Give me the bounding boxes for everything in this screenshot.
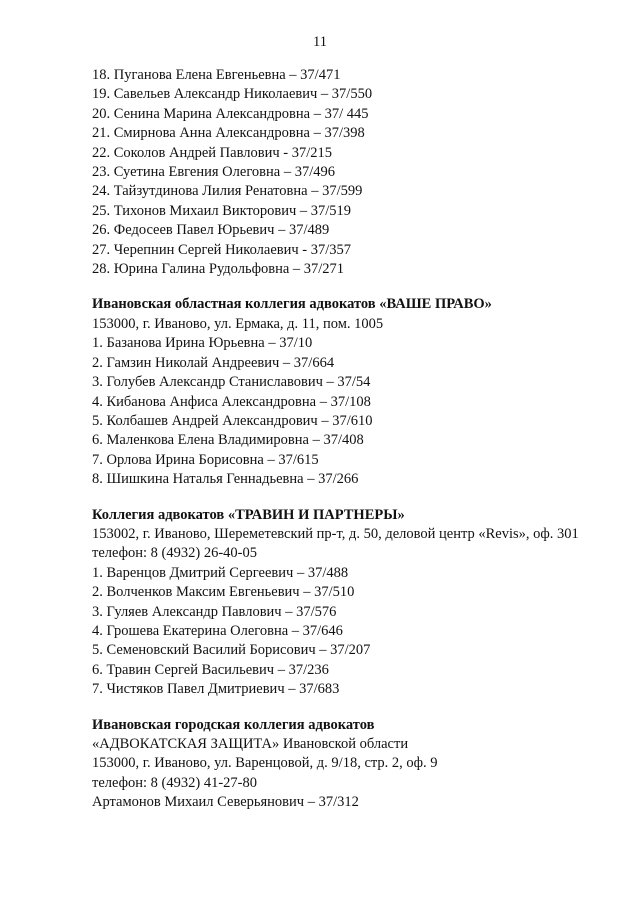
section-address: 153000, г. Иваново, ул. Варенцовой, д. 9/18, стр. 2, оф. 9 <box>92 755 438 772</box>
list-item: 1. Базанова Ирина Юрьевна – 37/10 <box>92 335 313 352</box>
list-item: 4. Кибанова Анфиса Александровна – 37/108 <box>92 393 371 410</box>
section-title: Коллегия адвокатов «ТРАВИН И ПАРТНЕРЫ» <box>92 506 405 523</box>
list-item: 19. Савельев Александр Николаевич – 37/550 <box>92 86 373 103</box>
list-item: 6. Маленкова Елена Владимировна – 37/408 <box>92 432 364 449</box>
section-address: 153002, г. Иваново, Шереметевский пр-т, д. 50, деловой центр «Revis», оф. 301 <box>92 525 579 542</box>
list-item: 5. Колбашев Андрей Александрович – 37/610 <box>92 412 373 429</box>
document-body <box>92 66 612 813</box>
list-item: 26. Федосеев Павел Юрьевич – 37/489 <box>92 222 330 239</box>
list-item: 18. Пуганова Елена Евгеньевна – 37/471 <box>92 67 341 83</box>
section-address: 153000, г. Иваново, ул. Ермака, д. 11, пом. 1005 <box>92 315 384 332</box>
list-item: 4. Грошева Екатерина Олеговна – 37/646 <box>92 622 343 639</box>
section-subtitle: «АДВОКАТСКАЯ ЗАЩИТА» Ивановской области <box>92 736 409 752</box>
list-item: Артамонов Михаил Северьянович – 37/312 <box>92 794 359 811</box>
section-title: Ивановская городская коллегия адвокатов <box>92 716 375 733</box>
list-item: 22. Соколов Андрей Павлович - 37/215 <box>92 144 332 161</box>
list-item: 8. Шишкина Наталья Геннадьевна – 37/266 <box>92 471 359 488</box>
list-item: 3. Голубев Александр Станиславович – 37/54 <box>92 374 371 391</box>
list-item: 3. Гуляев Александр Павлович – 37/576 <box>92 603 337 620</box>
list-item: 28. Юрина Галина Рудольфовна – 37/271 <box>92 261 345 278</box>
list-item: 1. Варенцов Дмитрий Сергеевич – 37/488 <box>92 564 349 581</box>
section-phone: телефон: 8 (4932) 41-27-80 <box>92 774 257 791</box>
list-item: 2. Волченков Максим Евгеньевич – 37/510 <box>92 584 355 601</box>
list-item: 24. Тайзутдинова Лилия Ренатовна – 37/599 <box>92 183 363 200</box>
continued-lawyer-list <box>92 66 612 279</box>
section-phone: телефон: 8 (4932) 26-40-05 <box>92 545 257 562</box>
list-item: 25. Тихонов Михаил Викторович – 37/519 <box>92 202 352 219</box>
list-item: 20. Сенина Марина Александровна – 37/ 445 <box>92 105 369 122</box>
section-vashe-pravo <box>92 295 612 489</box>
section-title: Ивановская областная коллегия адвокатов «ВАШЕ ПРАВО» <box>92 296 492 313</box>
page-number: 11 <box>313 34 327 50</box>
list-item: 5. Семеновский Василий Борисович – 37/207 <box>92 642 371 659</box>
list-item: 2. Гамзин Николай Андреевич – 37/664 <box>92 354 335 371</box>
list-item: 6. Травин Сергей Васильевич – 37/236 <box>92 661 329 678</box>
section-travin <box>92 506 612 700</box>
list-item: 27. Черепнин Сергей Николаевич - 37/357 <box>92 241 352 258</box>
list-item: 7. Орлова Ирина Борисовна – 37/615 <box>92 451 319 468</box>
list-item: 7. Чистяков Павел Дмитриевич – 37/683 <box>92 681 340 698</box>
list-item: 23. Суетина Евгения Олеговна – 37/496 <box>92 164 335 181</box>
section-advokatskaya-zashchita <box>92 716 612 813</box>
list-item: 21. Смирнова Анна Александровна – 37/398 <box>92 125 365 142</box>
